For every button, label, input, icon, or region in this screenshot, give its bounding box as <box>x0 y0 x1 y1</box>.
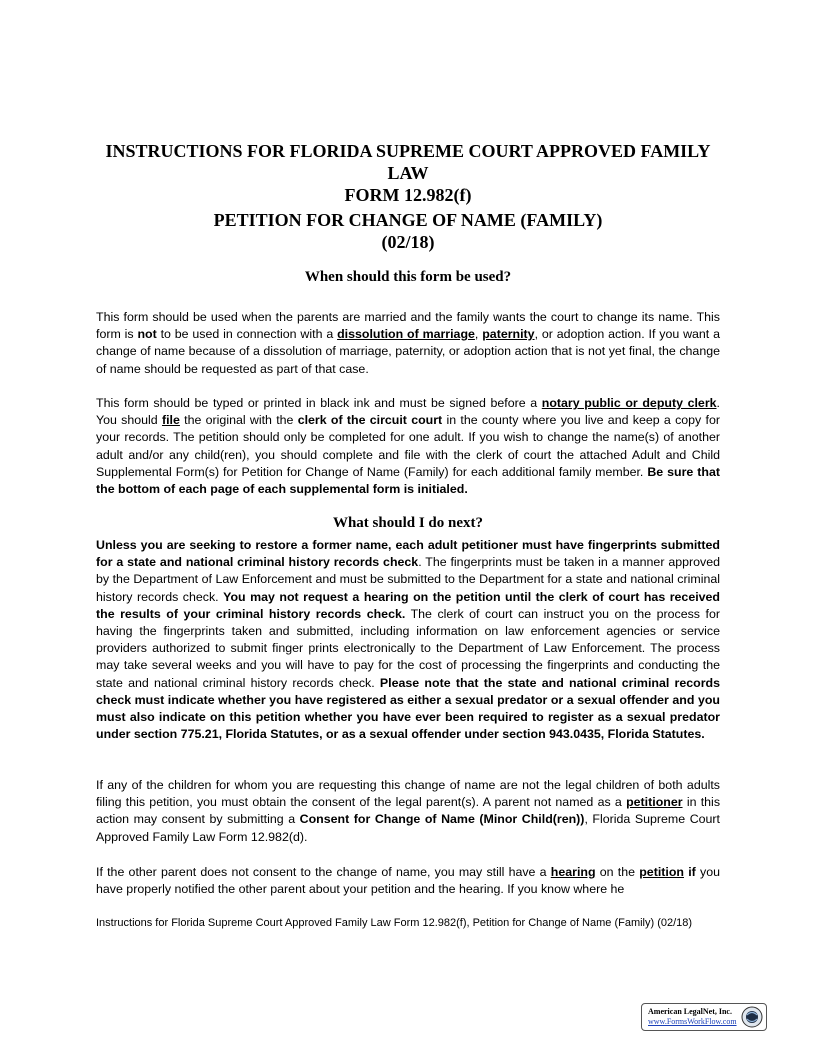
file-link[interactable]: file <box>161 413 180 428</box>
title-line-2: FORM 12.982(f) <box>344 185 472 205</box>
paragraph-next-1: Unless you are seeking to restore a former name, each adult petitioner must have fingerprints submitted for a state and national criminal history records check. The fingerprints must be taken in a manner approved by the Department of Law Enforcement and must be submitted to the Department for a state and national criminal history records check. You may not request a hearing on the petition until the clerk of court has received the results of your criminal history records check. The clerk of court can instruct you on the process for having the fingerprints taken and submitted, including information on law enforcement agencies or service providers authorized to submit finger prints electronically to the Department of Law Enforcement. The process may take several weeks and you will have to pay for the cost of processing the fingerprints and conducting the state and national criminal history records check. Please note that the state and national criminal records check must indicate whether you have registered as either a sexual predator or a sexual offender and you must also indicate on this petition whether you have ever been required to register as a sexual predator under section 775.21, Florida Statutes, or as a sexual offender under section 943.0435, Florida Statutes. <box>96 538 720 742</box>
sexual-offender-notice: Please note that the state and national criminal records check must indicate whether you have registered as either a sexual predator or a sexual offender and you must also indicate on this petition whether you have ever been required to register as a sexual predator under section 775.21, Florida Statutes, or as a sexual offender under section 943.0435, Florida Statutes. <box>96 675 720 742</box>
dissolution-of-marriage-link[interactable]: dissolution of marriage <box>337 327 475 342</box>
paragraph-next-2: If any of the children for whom you are requesting this change of name are not the legal children of both adults filing this petition, you must obtain the consent of the legal parent(s). A parent not named as a petitioner in this action may consent by submitting a Consent for Change of Name (Minor Child(ren)), Florida Supreme Court Approved Family Law Form 12.982(d). <box>96 778 721 844</box>
form-subtitle: PETITION FOR CHANGE OF NAME (FAMILY) <box>213 210 603 230</box>
formsworkflow-badge[interactable] <box>641 1003 767 1031</box>
hearing-restriction: You may not request a hearing on the petition until the clerk of court has received the results of your criminal history records check. <box>96 589 720 621</box>
clerk-of-circuit-court: clerk of the circuit court <box>297 413 443 428</box>
notary-public-link[interactable]: notary public or deputy clerk <box>541 396 717 410</box>
paragraph-when-1: This form should be used when the parents are married and the family wants the court to change its name. This form is not to be used in connection with a dissolution of marriage, paternity, or adoption action. If you want a change of name because of a dissolution of marriage, paternity, or adoption action that is not yet final, the change of name should be requested as part of that case. <box>96 310 720 376</box>
page-footer: Instructions for Florida Supreme Court Approved Family Law Form 12.982(f), Petition for Change of Name (Family) (02/18) <box>96 917 693 929</box>
section-heading-next: What should I do next? <box>332 515 484 531</box>
not-emphasis: not <box>137 327 157 342</box>
petition-link[interactable]: petition <box>639 865 684 879</box>
paragraph-when-2: This form should be typed or printed in black ink and must be signed before a notary public or deputy clerk. You should file the original with the clerk of the circuit court in the county where you live and keep a copy for your records. The petition should only be completed for one adult. If you wish to change the name(s) of another adult and/or any child(ren), you should complete and file with the clerk of court the attached Adult and Child Supplemental Form(s) for Petition for Change of Name (Family) for each additional family member. Be sure that the bottom of each page of each supplemental form is initialed. <box>96 396 720 497</box>
initial-instruction: Be sure that the bottom of each page of each supplemental form is initialed. <box>96 464 720 497</box>
petitioner-link[interactable]: petitioner <box>626 795 683 810</box>
document-title-block <box>96 140 720 253</box>
paternity-link[interactable]: paternity <box>482 327 535 342</box>
consent-form-name: Consent for Change of Name (Minor Child(ren)) <box>299 812 585 827</box>
badge-company: American LegalNet, Inc. <box>648 1007 732 1016</box>
if-emphasis: if <box>688 865 696 879</box>
paragraph-next-3: If the other parent does not consent to the change of name, you may still have a hearing on the petition if you have properly notified the other parent about your petition and the hearing. If you know where he <box>96 865 720 897</box>
section-heading-when: When should this form be used? <box>304 269 512 285</box>
badge-url-link[interactable]: www.FormsWorkFlow.com <box>648 1017 737 1026</box>
globe-logo-icon <box>741 1006 763 1028</box>
fingerprints-requirement: Unless you are seeking to restore a former name, each adult petitioner must have fingerprints submitted for a state and national criminal history records check <box>96 538 720 570</box>
hearing-link[interactable]: hearing <box>550 865 596 879</box>
form-version: (02/18) <box>381 232 435 252</box>
title-line-1: INSTRUCTIONS FOR FLORIDA SUPREME COURT APPROVED FAMILY LAW <box>105 141 711 183</box>
